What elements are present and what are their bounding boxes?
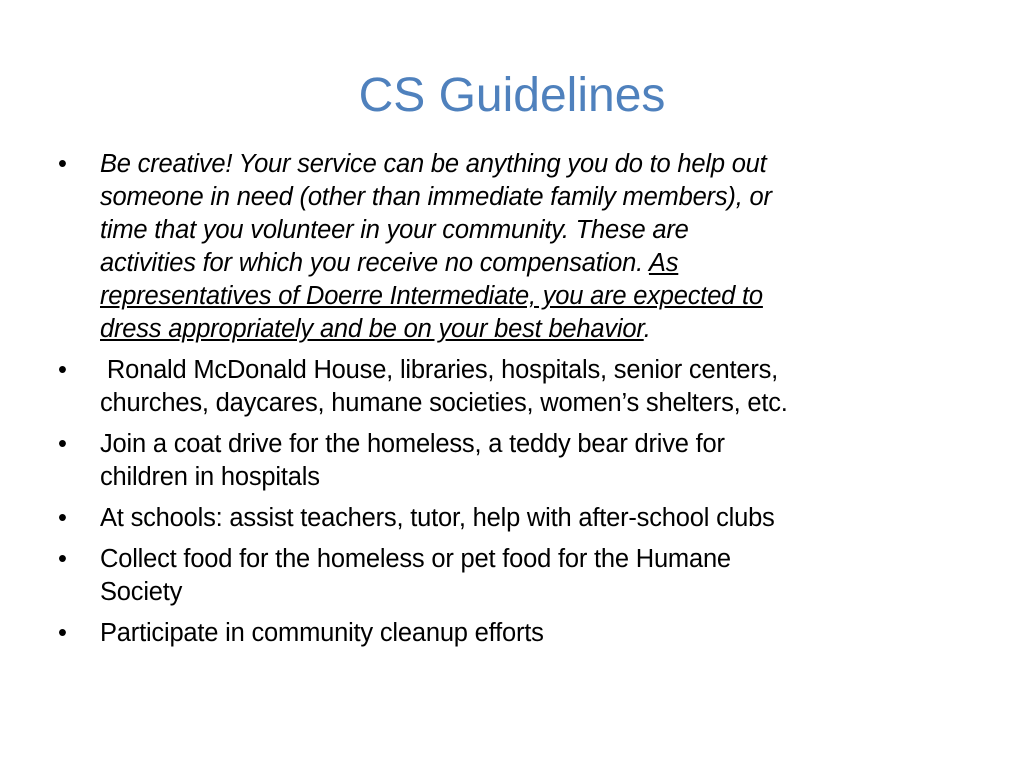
bullet-item-food [58,543,978,609]
bullet-icon: • [58,150,67,178]
bullet-icon: • [58,619,67,647]
bullet-icon: • [58,545,67,573]
bullet-item-schools [58,502,978,535]
bullet-icon: • [58,430,67,458]
bullet-line: someone in need (other than immediate family members), or [100,183,772,211]
underlined-text: As [648,249,679,277]
bullet-text: . [643,315,651,343]
bullet-line: Participate in community cleanup efforts [100,619,544,647]
bullet-list [58,148,978,658]
bullet-item-cleanup [58,617,978,650]
bullet-line: churches, daycares, humane societies, women’s shelters, etc. [100,389,788,417]
bullet-icon: • [58,356,67,384]
bullet-line [100,247,978,280]
bullet-text: activities for which you receive no compensation. [100,249,649,277]
slide-title: CS Guidelines [358,69,666,122]
bullet-line: Ronald McDonald House, libraries, hospitals, senior centers, [100,356,779,384]
bullet-line: Society [100,578,183,606]
bullet-line: Be creative! Your service can be anything you do to help out [100,150,767,178]
bullet-line: Collect food for the homeless or pet food for the Humane [100,545,731,573]
bullet-item-places [58,354,978,420]
bullet-line: time that you volunteer in your community. These are [100,216,689,244]
bullet-icon: • [58,504,67,532]
bullet-item-be-creative [58,148,978,346]
bullet-line: children in hospitals [100,463,320,491]
bullet-line [100,313,978,346]
bullet-line: At schools: assist teachers, tutor, help with after-school clubs [100,504,775,532]
underlined-text: representatives of Doerre Intermediate, you are expected to [100,282,763,310]
bullet-item-drives [58,428,978,494]
bullet-line: Join a coat drive for the homeless, a teddy bear drive for [100,430,725,458]
underlined-text: dress appropriately and be on your best behavior [100,315,644,343]
